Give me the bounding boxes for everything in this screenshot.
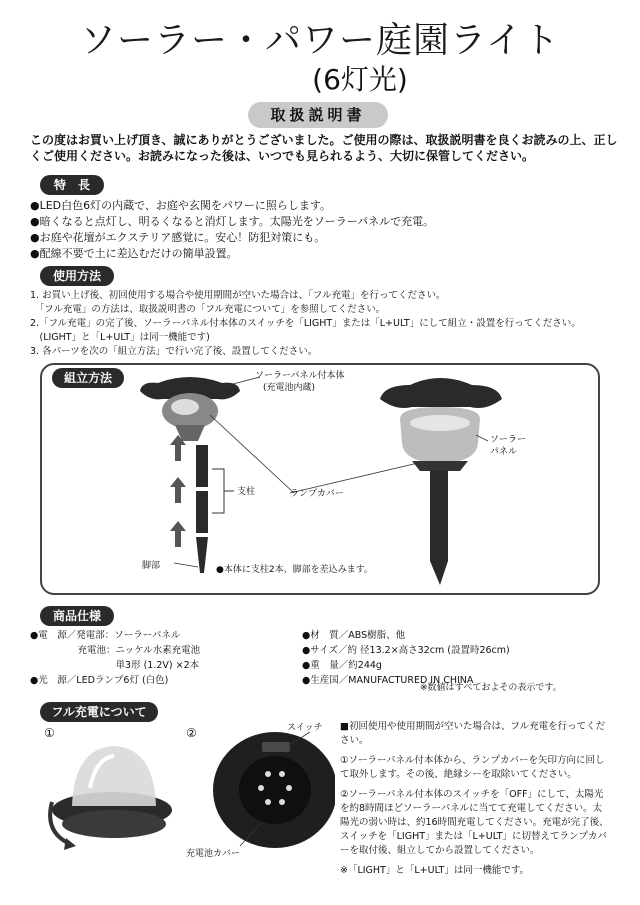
spec-item: ●電 源／発電部：ソーラーパネル xyxy=(30,630,181,641)
specs-right xyxy=(302,628,612,688)
battery-cover-label: 充電池カバー xyxy=(186,849,241,859)
charging-heading: フル充電について xyxy=(40,702,158,722)
post-label: 支柱 xyxy=(237,487,256,497)
usage-heading: 使用方法 xyxy=(40,266,114,286)
specs-note: ※数値はすべておよその表示です。 xyxy=(420,683,562,693)
cover-label: ランプカバー xyxy=(290,489,344,499)
charging-step2: ②ソーラーパネル付本体のスイッチを「OFF」にして、太陽光を約8時間ほどソーラーパネルに当てて充電してください。太陽光の弱い時は、約16時間充電してください。充電が完了後、スイッチを「LIGHT」または「L+ULT」に切替えてランプカバーを取付後、組立してから設置してください。 xyxy=(340,789,609,856)
charging-lead: ■初回使用や使用期間が空いた場合は、フル充電を行ってください。 xyxy=(340,721,606,746)
foot-label: 脚部 xyxy=(142,561,161,571)
list-item: 3. 各パーツを次の「組立方法」で行い完了後、設置してください。 xyxy=(30,346,318,357)
panel-sub-label: (充電池内蔵) xyxy=(263,383,316,393)
switch-label: スイッチ xyxy=(287,723,323,733)
spec-item: ●サイズ／約 径13.2×高さ32cm (設置時26cm) xyxy=(302,645,510,656)
assembly-note: ●本体に支柱2本、脚部を差込みます。 xyxy=(216,565,373,575)
page-title: ソーラー・パワー庭園ライト xyxy=(80,20,560,61)
manual-label: 取扱説明書 xyxy=(248,102,388,128)
usage-list xyxy=(30,289,620,359)
assembly-heading: 組立方法 xyxy=(52,368,124,388)
specs-heading: 商品仕様 xyxy=(40,606,114,626)
spec-item: ●材 質／ABS樹脂、他 xyxy=(302,630,406,641)
spec-item: 単3形 (1.2V) ×2本 xyxy=(30,660,200,671)
panel-label: ソーラーパネル付本体 xyxy=(255,371,345,381)
spec-item: ●重 量／約244g xyxy=(302,660,382,671)
step2-mark: ② xyxy=(186,726,197,740)
charging-illustration xyxy=(30,728,335,898)
charging-note: ※「LIGHT」と「L+ULT」は同一機能です。 xyxy=(340,865,530,876)
charging-instructions xyxy=(340,720,610,884)
list-item: 2.「フル充電」の完了後、ソーラーパネル付本体のスイッチを「LIGHT」または「L+ULT」にして組立・設置を行ってください。 xyxy=(30,318,581,329)
list-item: (LIGHT」と「L+ULT」は同一機能です) xyxy=(30,332,210,343)
intro-text: この度はお買い上げ頂き、誠にありがとうございました。ご使用の際は、取扱説明書を良くお読みの上、正しくご使用ください。お読みになった後は、いつでも見られるよう、大切に保管してください。 xyxy=(30,133,618,163)
specs-left xyxy=(30,628,310,688)
list-item: ●暗くなると点灯し、明るくなると消灯します。太陽光をソーラーパネルで充電。 xyxy=(30,215,435,228)
solar-label-b: パネル xyxy=(490,447,518,457)
list-item: ●お庭や花壇がエクステリア感覚に。安心！防犯対策にも。 xyxy=(30,231,326,244)
page-subtitle: (6灯光) xyxy=(312,63,408,96)
spec-item: ●光 源／LEDランプ6灯 (白色) xyxy=(30,675,169,686)
list-item: 「フル充電」の方法は、取扱説明書の「フル充電について」を参照してください。 xyxy=(30,304,386,315)
list-item: ●配線不要で土に差込むだけの簡単設置。 xyxy=(30,247,238,260)
list-item: ●LED白色6灯の内蔵で、お庭や玄関をパワーに照らします。 xyxy=(30,199,332,212)
list-item: 1. お買い上げ後、初回使用する場合や使用期間が空いた場合は、「フル充電」を行ってください。 xyxy=(30,290,446,301)
features-list xyxy=(30,198,620,262)
charging-step1: ①ソーラーパネル付本体から、ランプカバーを矢印方向に回して取外します。その後、絶縁シーを取除いてください。 xyxy=(340,755,605,780)
assembly-illustration xyxy=(40,363,600,595)
features-heading: 特 長 xyxy=(40,175,104,195)
spec-item: ●生産国／MANUFACTURED IN CHINA xyxy=(302,675,474,686)
solar-label-a: ソーラー xyxy=(490,435,527,445)
step1-mark: ① xyxy=(44,726,55,740)
spec-item: 充電池：ニッケル水素充電池 xyxy=(30,645,201,656)
